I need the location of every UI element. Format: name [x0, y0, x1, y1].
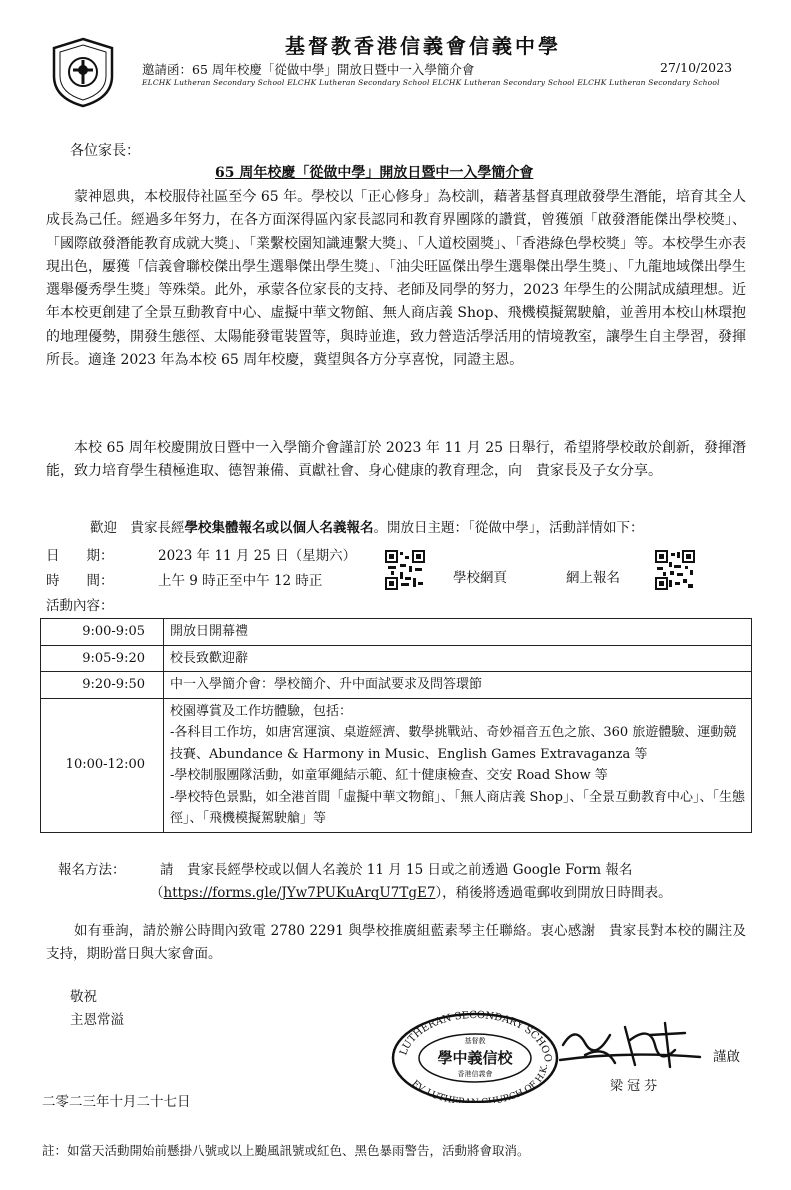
- activity-line: -各科目工作坊，如唐宮運演、桌遊經濟、數學挑戰站、奇妙福音五色之旅、360 旅遊體驗、運動競技賽、Abundance & Harmony in Music、English Games Extravaganza 等: [170, 725, 737, 762]
- weather-note: 註：如當天活動開始前懸掛八號或以上颱風訊號或紅色、黑色暴雨警告，活動將會取消。: [42, 1143, 530, 1158]
- date-value: 2023 年 11 月 25 日（星期六）: [158, 548, 357, 564]
- schedule-activity-list: [164, 698, 752, 832]
- school-seal-stamp: [385, 1003, 565, 1107]
- seal-outer-bottom: EV. LUTHERAN CHURCH OF H.K.: [409, 1064, 551, 1103]
- activity-line: -學校特色景點，如全港首間「虛擬中華文物館」、「無人商店義 Shop」、「全景互動教育中心」、「生態徑」、「飛機模擬駕駛艙」等: [170, 789, 745, 826]
- schedule-table: [40, 618, 752, 833]
- table-row: [41, 645, 752, 672]
- schedule-activity: 開放日開幕禮: [164, 619, 752, 646]
- regards: 敬祝: [70, 989, 97, 1005]
- table-row: [41, 672, 752, 699]
- registration-link-line: [150, 881, 672, 901]
- seal-top-small: 基督教: [464, 1037, 486, 1045]
- paragraph-intro: 蒙神恩典，本校服侍社區至今 65 年。學校以「正心修身」為校訓，藉著基督真理啟發學生潛能，培育其全人成長為己任。經過多年努力，在各方面深得區內家長認同和教育界團隊的讚賞，曾獲頒「啟發潛能傑出學校獎」、「國際啟發潛能教育成就大獎」、「業繫校園知識連繫大獎」、「人道校園獎」、「香港綠色學校獎」等。本校學生亦表現出色，屢獲「信義會聯校傑出學生選舉傑出學生獎」、「油尖旺區傑出學生選舉傑出學生獎」、「九龍地域傑出學生選舉優秀學生獎」等殊榮。此外，承蒙各位家長的支持、老師及同學的努力，2023 年學生的公開試成績理想。近年本校更創建了全景互動教育中心、虛擬中華文物館、無人商店義 Shop、飛機模擬駕駛艙，並善用本校山林環抱的地理優勢，開發生態徑、太陽能發電裝置等，與時並進，致力營造活學活用的情境教室，讓學生自主學習，發揮所長。適逢 2023 年為本校 65 周年校慶，冀望與各方分享喜悅，同證主恩。: [46, 189, 746, 369]
- letter-date: 27/10/2023: [660, 60, 733, 75]
- date-label: 日 期：: [46, 548, 114, 564]
- schedule-time: 9:00-9:05: [41, 619, 164, 646]
- welcome-suffix: 。開放日主題：「從做中學」，活動詳情如下：: [373, 520, 644, 536]
- seal-outer-top: LUTHERAN SECONDARY SCHOO: [398, 1009, 554, 1064]
- table-row: [41, 619, 752, 646]
- activity-line: -學校制服團隊活動，如童軍繩結示範、紅十健康檢查、交安 Road Show 等: [170, 768, 608, 783]
- time-value: 上午 9 時正至中午 12 時正: [158, 573, 323, 589]
- school-name: 基督教香港信義會信義中學: [285, 34, 561, 58]
- activity-line: 校園導賞及工作坊體驗，包括：: [170, 703, 353, 719]
- registration-qr-icon[interactable]: [655, 550, 695, 594]
- registration-label: 報名方法：: [58, 862, 126, 878]
- school-website-qr-icon[interactable]: [385, 550, 425, 594]
- table-row: [41, 698, 752, 832]
- school-website-label: 學校網頁: [453, 570, 507, 586]
- google-form-link[interactable]: https://forms.gle/JYw7PUKuArqU7TgE7: [163, 885, 436, 901]
- registration-line: 請 貴家長經學校或以個人名義於 11 月 15 日或之前透過 Google Form 報名: [160, 862, 633, 878]
- paren-open: （: [150, 885, 164, 901]
- schedule-activity: 校長致歡迎辭: [164, 645, 752, 672]
- schedule-activity: 中一入學簡介會：學校簡介、升中面試要求及問答環節: [164, 672, 752, 699]
- school-crest-logo: [48, 36, 118, 112]
- letter-subject: 邀請函：65 周年校慶「從做中學」開放日暨中一入學簡介會: [142, 62, 475, 77]
- schedule-time: 9:20-9:50: [41, 672, 164, 699]
- letter-title: 65 周年校慶「從做中學」開放日暨中一入學簡介會: [215, 165, 534, 181]
- online-registration-label: 網上報名: [566, 570, 620, 586]
- welcome-prefix: 歡迎 貴家長經: [90, 520, 185, 536]
- schedule-time: 9:05-9:20: [41, 645, 164, 672]
- enquiry-paragraph: 如有垂詢，請於辦公時間內致電 2780 2291 與學校推廣組藍素琴主任聯絡。衷心感謝 貴家長對本校的關注及支持，期盼當日與大家會面。: [46, 923, 746, 963]
- seal-center-text: 學中義信校: [437, 1049, 513, 1067]
- welcome-emphasis: 學校集體報名或以個人名義報名: [184, 520, 374, 536]
- schedule-time: 10:00-12:00: [41, 698, 164, 832]
- paragraph-event: 本校 65 周年校慶開放日暨中一入學簡介會謹訂於 2023 年 11 月 25 日舉行，希望將學校敢於創新，發揮潛能，致力培育學生積極進取、德智兼備、貢獻社會、身心健康的教育理念，向 貴家長及子女分享。: [46, 440, 746, 480]
- chinese-date: 二零二三年十月二十七日: [42, 1094, 191, 1110]
- seal-bottom-small: 香港信義會: [457, 1070, 493, 1078]
- respect-closing: 謹啟: [713, 1049, 740, 1065]
- activity-label: 活動內容：: [46, 598, 114, 614]
- time-label: 時 間：: [46, 573, 114, 589]
- signer-name: 梁 冠 芬: [610, 1079, 658, 1094]
- salutation: 各位家長：: [70, 143, 140, 159]
- principal-signature: [555, 1015, 705, 1079]
- english-school-line: ELCHK Lutheran Secondary School ELCHK Lutheran Secondary School ELCHK Lutheran Secondary School ELCHK Lutheran Secondary School: [142, 78, 720, 87]
- welcome-line: [90, 516, 644, 536]
- blessing: 主恩常溢: [70, 1012, 124, 1028]
- link-suffix: ），稍後將透過電郵收到開放日時間表。: [435, 885, 672, 901]
